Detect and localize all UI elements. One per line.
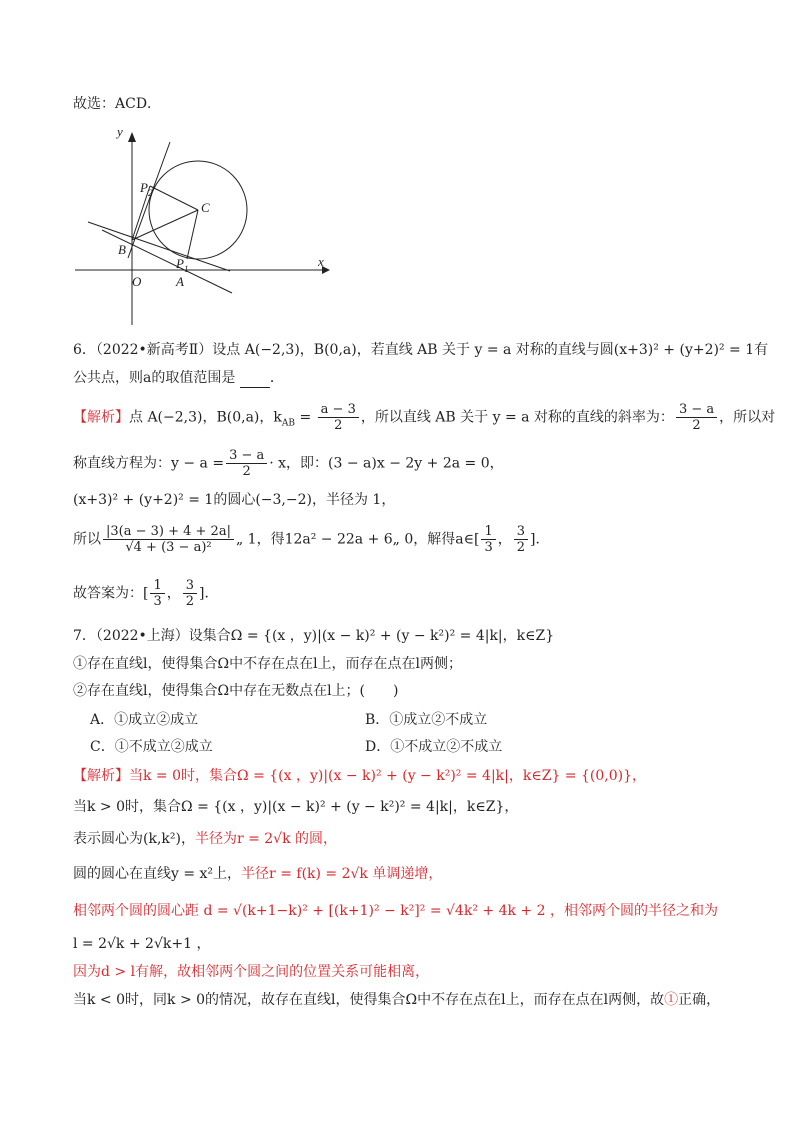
slope-ab-fraction: $\frac{a - 3}{2}$	[318, 402, 359, 433]
label-o: O	[132, 274, 142, 289]
segment-b-c	[132, 210, 198, 240]
q7-solution-line7: 因为d > l有解，故相邻两个圆之间的位置关系可能相离，	[73, 964, 430, 980]
label-c: C	[201, 200, 210, 215]
label-p1: P	[176, 256, 184, 271]
label-p2-sub: 2	[148, 188, 153, 198]
q7-solution-line5: 相邻两个圆的圆心距 d = √(k+1−k)² + [(k+1)² − k²]² = √4k² + 4k + 2 ，相邻两个圆的半径之和为	[73, 903, 718, 919]
q6-stem-line1: 6．（2022•新高考Ⅱ）设点 A(−2,3)，B(0,a)，若直线 AB 关于 y = a 对称的直线与圆(x+3)² + (y+2)² = 1有	[73, 342, 769, 358]
lower-sloped-line	[102, 230, 232, 293]
q6-stem-line2: 公共点，则a的取值范围是 ．	[73, 370, 284, 386]
q7-solution-line4: 圆的圆心在直线y = x²上，半径r = f(k) = 2√k 单调递增，	[73, 866, 443, 882]
segment-p2-c	[150, 186, 198, 210]
q6-solution-line4: 所以 $\frac{|3(a - 3) + 4 + 2a|}{\text{√4 + (3 − a)²}}$ „ 1，得12a² − 22a + 6„ 0，解得a∈[ $\frac{1}{3}$ ， $\frac{3}{2}$ ]．	[73, 524, 550, 555]
upper-sloped-line	[88, 222, 230, 271]
q6-solution-line2: 称直线方程为：y − a = $\frac{3 - a}{2}$ · x，即：(3 − a)x − 2y + 2a = 0，	[73, 448, 504, 479]
q7-stem: 7．（2022•上海）设集合Ω = {(x ，y)|(x − k)² + (y − k²)² = 4|k|，k∈Z}	[73, 628, 555, 644]
q6-solution-line3: (x+3)² + (y+2)² = 1的圆心(−3,−2)，半径为 1，	[73, 492, 396, 508]
analysis-tag: 【解析】	[73, 409, 129, 426]
q7-solution-line3: 表示圆心为(k,k²)，半径为r = 2√k 的圆，	[73, 831, 338, 847]
q7-item2: ②存在直线l，使得集合Ω中存在无数点在l上；( )	[73, 683, 399, 699]
q7-solution-line8: 当k < 0时，同k > 0的情况，故存在直线l，使得集合Ω中不存在点在l上，而存在点在l两侧，故①正确，	[73, 992, 721, 1008]
option-d: D．①不成立②不成立	[365, 739, 503, 755]
distance-fraction: $\frac{|3(a - 3) + 4 + 2a|}{\text{√4 + (3 − a)²}}$	[103, 524, 234, 555]
label-b: B	[118, 242, 126, 257]
steep-tangent-line	[128, 142, 170, 258]
option-a: A．①成立②成立	[90, 712, 199, 728]
segment-c-p1	[187, 210, 198, 259]
q7-solution-line1: 【解析】当k = 0时，集合Ω = {(x ，y)|(x − k)² + (y − k²)² = 4|k|，k∈Z} = {(0,0)}，	[73, 768, 646, 784]
label-x: x	[318, 254, 324, 269]
answer-blank	[240, 373, 270, 388]
q7-solution-line2: 当k > 0时，集合Ω = {(x ，y)|(x − k)² + (y − k²)² = 4|k|，k∈Z}，	[73, 799, 519, 815]
label-y: y	[117, 124, 123, 139]
q6-answer-line: 故答案为：[ $\frac{1}{3}$ ， $\frac{3}{2}$ ]．	[73, 578, 219, 609]
analysis-tag-q7: 【解析】	[73, 768, 129, 784]
q7-item1: ①存在直线l，使得集合Ω中不存在点在l上，而存在点在l两侧；	[73, 656, 463, 672]
q7-solution-line6: l = 2√k + 2√k+1 ，	[73, 936, 211, 952]
tangent-circle-figure	[70, 120, 350, 330]
label-a: A	[176, 274, 184, 289]
previous-answer: 故选：ACD．	[73, 96, 162, 112]
q6-solution-line1: 【解析】点 A(−2,3)，B(0,a)，$k_{AB}$ = $\frac{a - 3}{2}$ ，所以直线 AB 关于 y = a 对称的直线的斜率为： $\frac{3 - a}{2}$ ，所以对	[73, 402, 776, 433]
label-p1-sub: 1	[184, 264, 189, 274]
option-c: C．①不成立②成立	[90, 739, 213, 755]
option-b: B．①成立②不成立	[365, 712, 488, 728]
symmetric-slope-fraction: $\frac{3 - a}{2}$	[676, 402, 717, 433]
label-p2: P	[140, 180, 148, 195]
y-axis-arrow	[128, 132, 136, 142]
